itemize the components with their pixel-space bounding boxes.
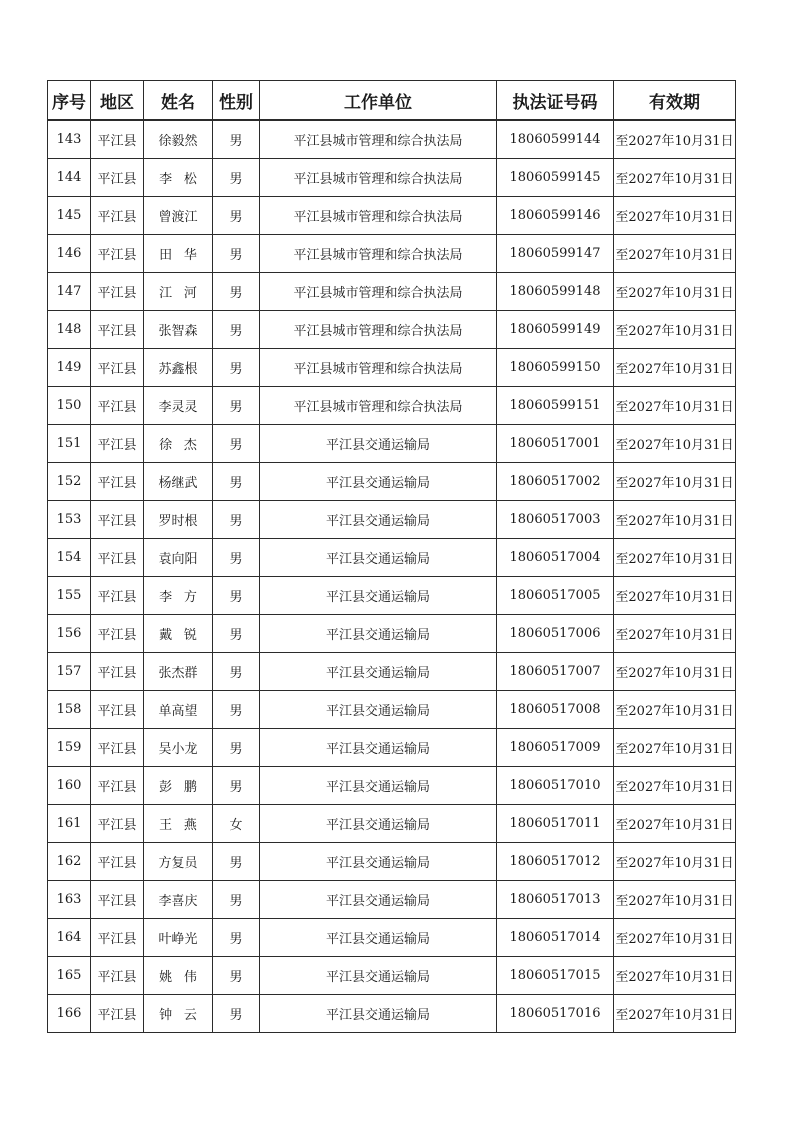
cell-validity: 至2027年10月31日 <box>614 881 736 919</box>
cell-region: 平江县 <box>91 425 144 463</box>
cell-gender: 男 <box>213 995 260 1033</box>
cell-region: 平江县 <box>91 767 144 805</box>
cell-region: 平江县 <box>91 235 144 273</box>
cell-certificate-number: 18060517013 <box>497 881 614 919</box>
cell-validity: 至2027年10月31日 <box>614 235 736 273</box>
cell-certificate-number: 18060599150 <box>497 349 614 387</box>
cell-work-unit: 平江县城市管理和综合执法局 <box>260 197 497 235</box>
cell-name: 李喜庆 <box>144 881 213 919</box>
cell-region: 平江县 <box>91 311 144 349</box>
cell-gender: 男 <box>213 767 260 805</box>
cell-serial-number: 145 <box>48 197 91 235</box>
cell-region: 平江县 <box>91 615 144 653</box>
cell-work-unit: 平江县交通运输局 <box>260 653 497 691</box>
cell-validity: 至2027年10月31日 <box>614 387 736 425</box>
cell-name: 徐毅然 <box>144 120 213 159</box>
cell-validity: 至2027年10月31日 <box>614 767 736 805</box>
cell-name: 徐杰 <box>144 425 213 463</box>
cell-gender: 男 <box>213 273 260 311</box>
cell-gender: 男 <box>213 311 260 349</box>
cell-certificate-number: 18060517008 <box>497 691 614 729</box>
cell-validity: 至2027年10月31日 <box>614 919 736 957</box>
cell-certificate-number: 18060599151 <box>497 387 614 425</box>
enforcement-personnel-table <box>47 80 736 1033</box>
cell-serial-number: 149 <box>48 349 91 387</box>
cell-work-unit: 平江县交通运输局 <box>260 463 497 501</box>
cell-region: 平江县 <box>91 729 144 767</box>
cell-gender: 男 <box>213 919 260 957</box>
table-body <box>48 120 736 1033</box>
cell-region: 平江县 <box>91 273 144 311</box>
cell-region: 平江县 <box>91 691 144 729</box>
cell-validity: 至2027年10月31日 <box>614 729 736 767</box>
cell-validity: 至2027年10月31日 <box>614 501 736 539</box>
cell-validity: 至2027年10月31日 <box>614 273 736 311</box>
cell-work-unit: 平江县城市管理和综合执法局 <box>260 120 497 159</box>
table-row <box>48 120 736 159</box>
cell-region: 平江县 <box>91 501 144 539</box>
cell-work-unit: 平江县交通运输局 <box>260 843 497 881</box>
cell-gender: 男 <box>213 463 260 501</box>
cell-validity: 至2027年10月31日 <box>614 653 736 691</box>
cell-region: 平江县 <box>91 197 144 235</box>
personnel-sheet <box>47 80 734 1033</box>
cell-serial-number: 143 <box>48 120 91 159</box>
table-row <box>48 843 736 881</box>
cell-name: 钟云 <box>144 995 213 1033</box>
cell-certificate-number: 18060517015 <box>497 957 614 995</box>
cell-gender: 男 <box>213 235 260 273</box>
cell-serial-number: 152 <box>48 463 91 501</box>
table-row <box>48 501 736 539</box>
cell-validity: 至2027年10月31日 <box>614 843 736 881</box>
cell-serial-number: 155 <box>48 577 91 615</box>
cell-certificate-number: 18060599145 <box>497 159 614 197</box>
cell-work-unit: 平江县城市管理和综合执法局 <box>260 159 497 197</box>
cell-validity: 至2027年10月31日 <box>614 691 736 729</box>
cell-serial-number: 151 <box>48 425 91 463</box>
cell-certificate-number: 18060599149 <box>497 311 614 349</box>
cell-validity: 至2027年10月31日 <box>614 463 736 501</box>
cell-gender: 女 <box>213 805 260 843</box>
header-validity: 有效期 <box>614 81 736 121</box>
cell-certificate-number: 18060517001 <box>497 425 614 463</box>
cell-name: 张杰群 <box>144 653 213 691</box>
cell-gender: 男 <box>213 387 260 425</box>
cell-work-unit: 平江县交通运输局 <box>260 539 497 577</box>
cell-name: 杨继武 <box>144 463 213 501</box>
table-row <box>48 349 736 387</box>
cell-serial-number: 165 <box>48 957 91 995</box>
cell-name: 苏鑫根 <box>144 349 213 387</box>
cell-gender: 男 <box>213 691 260 729</box>
cell-validity: 至2027年10月31日 <box>614 311 736 349</box>
cell-gender: 男 <box>213 120 260 159</box>
cell-name: 叶峥光 <box>144 919 213 957</box>
cell-certificate-number: 18060599144 <box>497 120 614 159</box>
table-row <box>48 691 736 729</box>
cell-certificate-number: 18060517003 <box>497 501 614 539</box>
cell-work-unit: 平江县城市管理和综合执法局 <box>260 311 497 349</box>
cell-validity: 至2027年10月31日 <box>614 995 736 1033</box>
header-work-unit: 工作单位 <box>260 81 497 121</box>
cell-certificate-number: 18060599147 <box>497 235 614 273</box>
table-row <box>48 805 736 843</box>
cell-gender: 男 <box>213 349 260 387</box>
cell-region: 平江县 <box>91 120 144 159</box>
cell-certificate-number: 18060517014 <box>497 919 614 957</box>
header-region: 地区 <box>91 81 144 121</box>
table-header-row <box>48 81 736 121</box>
table-row <box>48 311 736 349</box>
cell-name: 方复员 <box>144 843 213 881</box>
cell-region: 平江县 <box>91 577 144 615</box>
cell-serial-number: 146 <box>48 235 91 273</box>
cell-certificate-number: 18060517016 <box>497 995 614 1033</box>
cell-serial-number: 166 <box>48 995 91 1033</box>
cell-work-unit: 平江县交通运输局 <box>260 805 497 843</box>
cell-name: 吴小龙 <box>144 729 213 767</box>
cell-serial-number: 164 <box>48 919 91 957</box>
cell-certificate-number: 18060517005 <box>497 577 614 615</box>
cell-serial-number: 154 <box>48 539 91 577</box>
table-row <box>48 273 736 311</box>
table-row <box>48 235 736 273</box>
cell-work-unit: 平江县交通运输局 <box>260 691 497 729</box>
table-row <box>48 881 736 919</box>
cell-name: 李方 <box>144 577 213 615</box>
cell-gender: 男 <box>213 653 260 691</box>
cell-name: 彭鹏 <box>144 767 213 805</box>
table-row <box>48 957 736 995</box>
cell-work-unit: 平江县交通运输局 <box>260 957 497 995</box>
cell-name: 曾渡江 <box>144 197 213 235</box>
cell-certificate-number: 18060599148 <box>497 273 614 311</box>
cell-serial-number: 147 <box>48 273 91 311</box>
cell-name: 戴锐 <box>144 615 213 653</box>
cell-region: 平江县 <box>91 843 144 881</box>
cell-validity: 至2027年10月31日 <box>614 539 736 577</box>
cell-validity: 至2027年10月31日 <box>614 805 736 843</box>
cell-gender: 男 <box>213 881 260 919</box>
cell-name: 李灵灵 <box>144 387 213 425</box>
cell-validity: 至2027年10月31日 <box>614 425 736 463</box>
cell-gender: 男 <box>213 197 260 235</box>
header-serial-number: 序号 <box>48 81 91 121</box>
cell-work-unit: 平江县交通运输局 <box>260 615 497 653</box>
cell-name: 罗时根 <box>144 501 213 539</box>
cell-region: 平江县 <box>91 957 144 995</box>
cell-certificate-number: 18060599146 <box>497 197 614 235</box>
table-row <box>48 919 736 957</box>
cell-region: 平江县 <box>91 463 144 501</box>
cell-certificate-number: 18060517007 <box>497 653 614 691</box>
cell-work-unit: 平江县城市管理和综合执法局 <box>260 349 497 387</box>
cell-validity: 至2027年10月31日 <box>614 120 736 159</box>
cell-work-unit: 平江县交通运输局 <box>260 501 497 539</box>
table-row <box>48 729 736 767</box>
header-gender: 性别 <box>213 81 260 121</box>
cell-certificate-number: 18060517004 <box>497 539 614 577</box>
cell-region: 平江县 <box>91 919 144 957</box>
cell-region: 平江县 <box>91 653 144 691</box>
cell-name: 李松 <box>144 159 213 197</box>
cell-serial-number: 150 <box>48 387 91 425</box>
cell-serial-number: 153 <box>48 501 91 539</box>
table-row <box>48 577 736 615</box>
cell-work-unit: 平江县交通运输局 <box>260 919 497 957</box>
cell-gender: 男 <box>213 729 260 767</box>
cell-region: 平江县 <box>91 387 144 425</box>
cell-validity: 至2027年10月31日 <box>614 615 736 653</box>
cell-work-unit: 平江县交通运输局 <box>260 995 497 1033</box>
cell-name: 张智森 <box>144 311 213 349</box>
cell-name: 袁向阳 <box>144 539 213 577</box>
cell-certificate-number: 18060517011 <box>497 805 614 843</box>
cell-name: 单高望 <box>144 691 213 729</box>
cell-name: 姚伟 <box>144 957 213 995</box>
cell-name: 王燕 <box>144 805 213 843</box>
table-row <box>48 615 736 653</box>
cell-serial-number: 160 <box>48 767 91 805</box>
table-row <box>48 425 736 463</box>
cell-serial-number: 144 <box>48 159 91 197</box>
cell-gender: 男 <box>213 577 260 615</box>
cell-gender: 男 <box>213 425 260 463</box>
cell-gender: 男 <box>213 615 260 653</box>
cell-validity: 至2027年10月31日 <box>614 577 736 615</box>
cell-serial-number: 163 <box>48 881 91 919</box>
cell-work-unit: 平江县交通运输局 <box>260 881 497 919</box>
header-certificate-number: 执法证号码 <box>497 81 614 121</box>
cell-serial-number: 159 <box>48 729 91 767</box>
cell-validity: 至2027年10月31日 <box>614 957 736 995</box>
cell-gender: 男 <box>213 539 260 577</box>
cell-region: 平江县 <box>91 159 144 197</box>
cell-serial-number: 156 <box>48 615 91 653</box>
cell-gender: 男 <box>213 843 260 881</box>
cell-certificate-number: 18060517012 <box>497 843 614 881</box>
table-row <box>48 653 736 691</box>
cell-serial-number: 162 <box>48 843 91 881</box>
table-row <box>48 197 736 235</box>
table-row <box>48 463 736 501</box>
table-row <box>48 995 736 1033</box>
table-row <box>48 159 736 197</box>
cell-name: 田华 <box>144 235 213 273</box>
cell-gender: 男 <box>213 501 260 539</box>
cell-serial-number: 148 <box>48 311 91 349</box>
cell-work-unit: 平江县城市管理和综合执法局 <box>260 273 497 311</box>
cell-validity: 至2027年10月31日 <box>614 197 736 235</box>
cell-work-unit: 平江县交通运输局 <box>260 577 497 615</box>
cell-certificate-number: 18060517006 <box>497 615 614 653</box>
cell-certificate-number: 18060517010 <box>497 767 614 805</box>
cell-validity: 至2027年10月31日 <box>614 159 736 197</box>
cell-certificate-number: 18060517002 <box>497 463 614 501</box>
cell-gender: 男 <box>213 957 260 995</box>
table-row <box>48 387 736 425</box>
cell-validity: 至2027年10月31日 <box>614 349 736 387</box>
cell-certificate-number: 18060517009 <box>497 729 614 767</box>
cell-region: 平江县 <box>91 995 144 1033</box>
cell-region: 平江县 <box>91 349 144 387</box>
cell-name: 江河 <box>144 273 213 311</box>
table-row <box>48 767 736 805</box>
header-name: 姓名 <box>144 81 213 121</box>
cell-serial-number: 158 <box>48 691 91 729</box>
cell-serial-number: 161 <box>48 805 91 843</box>
cell-serial-number: 157 <box>48 653 91 691</box>
cell-work-unit: 平江县交通运输局 <box>260 729 497 767</box>
cell-work-unit: 平江县城市管理和综合执法局 <box>260 387 497 425</box>
cell-region: 平江县 <box>91 539 144 577</box>
cell-region: 平江县 <box>91 881 144 919</box>
cell-region: 平江县 <box>91 805 144 843</box>
table-row <box>48 539 736 577</box>
cell-gender: 男 <box>213 159 260 197</box>
cell-work-unit: 平江县城市管理和综合执法局 <box>260 235 497 273</box>
cell-work-unit: 平江县交通运输局 <box>260 767 497 805</box>
cell-work-unit: 平江县交通运输局 <box>260 425 497 463</box>
